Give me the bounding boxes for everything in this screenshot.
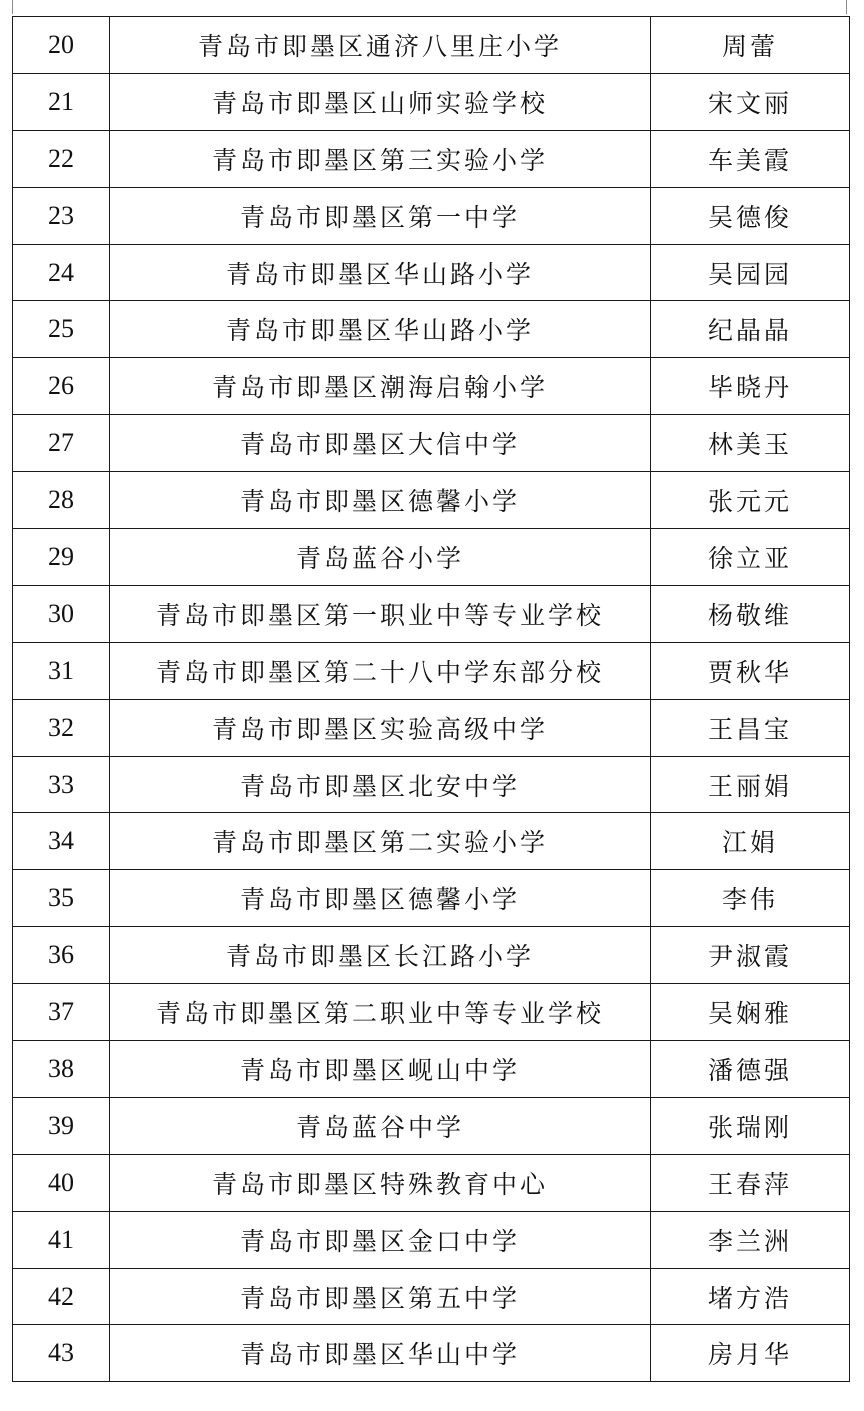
page-corner-marks [0,0,864,16]
table-row [13,756,850,813]
row-number-cell: 34 [13,813,110,870]
name-cell: 宋文丽 [651,73,850,130]
table-row [13,927,850,984]
table-row [13,1268,850,1325]
school-cell: 青岛市即墨区潮海启翰小学 [110,358,651,415]
name-cell: 李兰洲 [651,1211,850,1268]
table-row [13,870,850,927]
table-row [13,301,850,358]
row-number-cell: 27 [13,415,110,472]
name-cell: 尹淑霞 [651,927,850,984]
table-row [13,415,850,472]
row-number-cell: 28 [13,472,110,529]
school-cell: 青岛市即墨区长江路小学 [110,927,651,984]
table-row [13,130,850,187]
row-number-cell: 32 [13,699,110,756]
row-number-cell: 24 [13,244,110,301]
name-cell: 周蕾 [651,17,850,74]
table-row [13,813,850,870]
table-row [13,358,850,415]
school-cell: 青岛市即墨区大信中学 [110,415,651,472]
row-number-cell: 21 [13,73,110,130]
name-cell: 吴园园 [651,244,850,301]
name-cell: 李伟 [651,870,850,927]
row-number-cell: 30 [13,585,110,642]
row-number-cell: 36 [13,927,110,984]
table-row [13,529,850,586]
row-number-cell: 43 [13,1325,110,1382]
name-cell: 毕晓丹 [651,358,850,415]
table-row [13,642,850,699]
row-number-cell: 35 [13,870,110,927]
school-cell: 青岛市即墨区华山路小学 [110,301,651,358]
name-cell: 王丽娟 [651,756,850,813]
school-cell: 青岛市即墨区第一中学 [110,187,651,244]
table-row [13,1041,850,1098]
school-cell: 青岛蓝谷中学 [110,1097,651,1154]
school-cell: 青岛市即墨区通济八里庄小学 [110,17,651,74]
name-cell: 潘德强 [651,1041,850,1098]
table-row [13,17,850,74]
table-row [13,984,850,1041]
corner-mark-right [846,0,847,14]
name-cell: 纪晶晶 [651,301,850,358]
roster-table-body [13,17,850,1382]
school-cell: 青岛蓝谷小学 [110,529,651,586]
corner-mark-left [12,0,13,14]
table-row [13,1097,850,1154]
row-number-cell: 31 [13,642,110,699]
table-row [13,1325,850,1382]
school-cell: 青岛市即墨区实验高级中学 [110,699,651,756]
row-number-cell: 33 [13,756,110,813]
name-cell: 江娟 [651,813,850,870]
school-cell: 青岛市即墨区第一职业中等专业学校 [110,585,651,642]
school-cell: 青岛市即墨区岘山中学 [110,1041,651,1098]
name-cell: 车美霞 [651,130,850,187]
school-cell: 青岛市即墨区华山中学 [110,1325,651,1382]
name-cell: 吴德俊 [651,187,850,244]
school-cell: 青岛市即墨区第二职业中等专业学校 [110,984,651,1041]
name-cell: 吴娴雅 [651,984,850,1041]
row-number-cell: 39 [13,1097,110,1154]
table-row [13,585,850,642]
name-cell: 张元元 [651,472,850,529]
school-cell: 青岛市即墨区第二实验小学 [110,813,651,870]
school-cell: 青岛市即墨区华山路小学 [110,244,651,301]
table-row [13,187,850,244]
row-number-cell: 38 [13,1041,110,1098]
roster-table [12,16,850,1382]
table-row [13,244,850,301]
school-cell: 青岛市即墨区第五中学 [110,1268,651,1325]
school-cell: 青岛市即墨区金口中学 [110,1211,651,1268]
row-number-cell: 23 [13,187,110,244]
table-row [13,1211,850,1268]
name-cell: 徐立亚 [651,529,850,586]
row-number-cell: 42 [13,1268,110,1325]
school-cell: 青岛市即墨区特殊教育中心 [110,1154,651,1211]
row-number-cell: 41 [13,1211,110,1268]
name-cell: 杨敬维 [651,585,850,642]
name-cell: 堵方浩 [651,1268,850,1325]
table-row [13,472,850,529]
school-cell: 青岛市即墨区第三实验小学 [110,130,651,187]
row-number-cell: 22 [13,130,110,187]
row-number-cell: 37 [13,984,110,1041]
school-cell: 青岛市即墨区德馨小学 [110,870,651,927]
row-number-cell: 26 [13,358,110,415]
table-row [13,699,850,756]
row-number-cell: 29 [13,529,110,586]
school-cell: 青岛市即墨区德馨小学 [110,472,651,529]
name-cell: 林美玉 [651,415,850,472]
table-row [13,1154,850,1211]
school-cell: 青岛市即墨区北安中学 [110,756,651,813]
name-cell: 王春萍 [651,1154,850,1211]
row-number-cell: 20 [13,17,110,74]
school-cell: 青岛市即墨区第二十八中学东部分校 [110,642,651,699]
name-cell: 贾秋华 [651,642,850,699]
row-number-cell: 40 [13,1154,110,1211]
row-number-cell: 25 [13,301,110,358]
name-cell: 王昌宝 [651,699,850,756]
school-cell: 青岛市即墨区山师实验学校 [110,73,651,130]
table-row [13,73,850,130]
name-cell: 房月华 [651,1325,850,1382]
name-cell: 张瑞刚 [651,1097,850,1154]
